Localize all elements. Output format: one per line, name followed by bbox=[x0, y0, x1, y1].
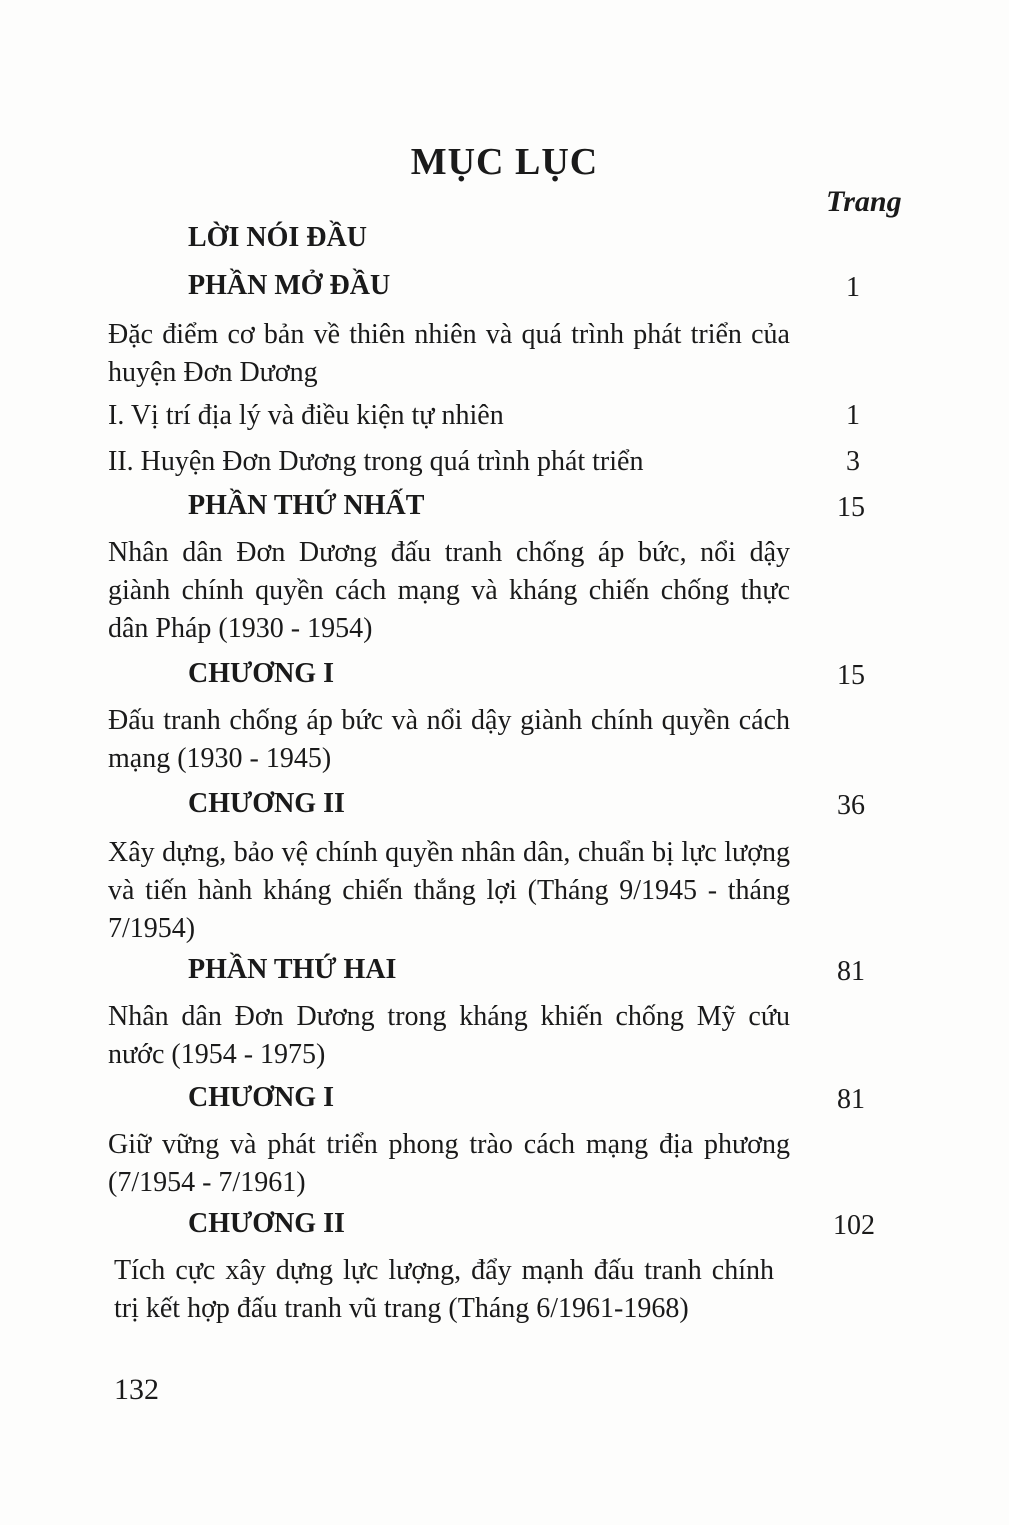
toc-page-number: 3 bbox=[846, 446, 860, 477]
toc-subentry: I. Vị trí địa lý và điều kiện tự nhiên bbox=[108, 400, 504, 431]
toc-heading-loi-noi-dau: LỜI NÓI ĐẦU bbox=[188, 222, 367, 253]
toc-page-number: 36 bbox=[837, 790, 865, 821]
toc-description: Nhân dân Đơn Dương trong kháng khiến chống Mỹ cứu nước (1954 - 1975) bbox=[108, 1001, 790, 1070]
toc-description: Xây dựng, bảo vệ chính quyền nhân dân, chuẩn bị lực lượng và tiến hành kháng chiến thắng lợi (Tháng 9/1945 - tháng 7/1954) bbox=[108, 837, 790, 944]
toc-heading-chuong-i: CHƯƠNG I bbox=[188, 1082, 334, 1113]
toc-heading-chuong-i: CHƯƠNG I bbox=[188, 658, 334, 689]
toc-heading-phan-thu-hai: PHẦN THỨ HAI bbox=[188, 954, 397, 985]
toc-page-number: 81 bbox=[837, 956, 865, 987]
toc-description: Tích cực xây dựng lực lượng, đẩy mạnh đấu tranh chính trị kết hợp đấu tranh vũ trang (Tháng 6/1961-1968) bbox=[114, 1255, 774, 1324]
toc-page-number: 15 bbox=[837, 660, 865, 691]
toc-page-number: 1 bbox=[846, 272, 860, 303]
toc-heading-phan-mo-dau: PHẦN MỞ ĐẦU bbox=[188, 270, 391, 301]
toc-heading-chuong-ii: CHƯƠNG II bbox=[188, 1208, 345, 1239]
toc-heading-chuong-ii: CHƯƠNG II bbox=[188, 788, 345, 819]
toc-description: Đặc điểm cơ bản về thiên nhiên và quá trình phát triển của huyện Đơn Dương bbox=[108, 319, 790, 388]
page-column-label: Trang bbox=[826, 185, 902, 218]
toc-page-number: 102 bbox=[833, 1210, 875, 1241]
toc-description: Đấu tranh chống áp bức và nổi dậy giành chính quyền cách mạng (1930 - 1945) bbox=[108, 705, 790, 774]
toc-page-number: 1 bbox=[846, 400, 860, 431]
toc-description: Giữ vững và phát triển phong trào cách mạng địa phương (7/1954 - 7/1961) bbox=[108, 1129, 790, 1198]
toc-page-number: 81 bbox=[837, 1084, 865, 1115]
folio-page-number: 132 bbox=[114, 1373, 159, 1406]
toc-heading-phan-thu-nhat: PHẦN THỨ NHẤT bbox=[188, 490, 425, 521]
toc-description: Nhân dân Đơn Dương đấu tranh chống áp bức, nổi dậy giành chính quyền cách mạng và kháng chiến chống thực dân Pháp (1930 - 1954) bbox=[108, 537, 790, 644]
toc-subentry: II. Huyện Đơn Dương trong quá trình phát triển bbox=[108, 446, 644, 477]
page-title: MỤC LỤC bbox=[410, 141, 599, 183]
toc-page-number: 15 bbox=[837, 492, 865, 523]
